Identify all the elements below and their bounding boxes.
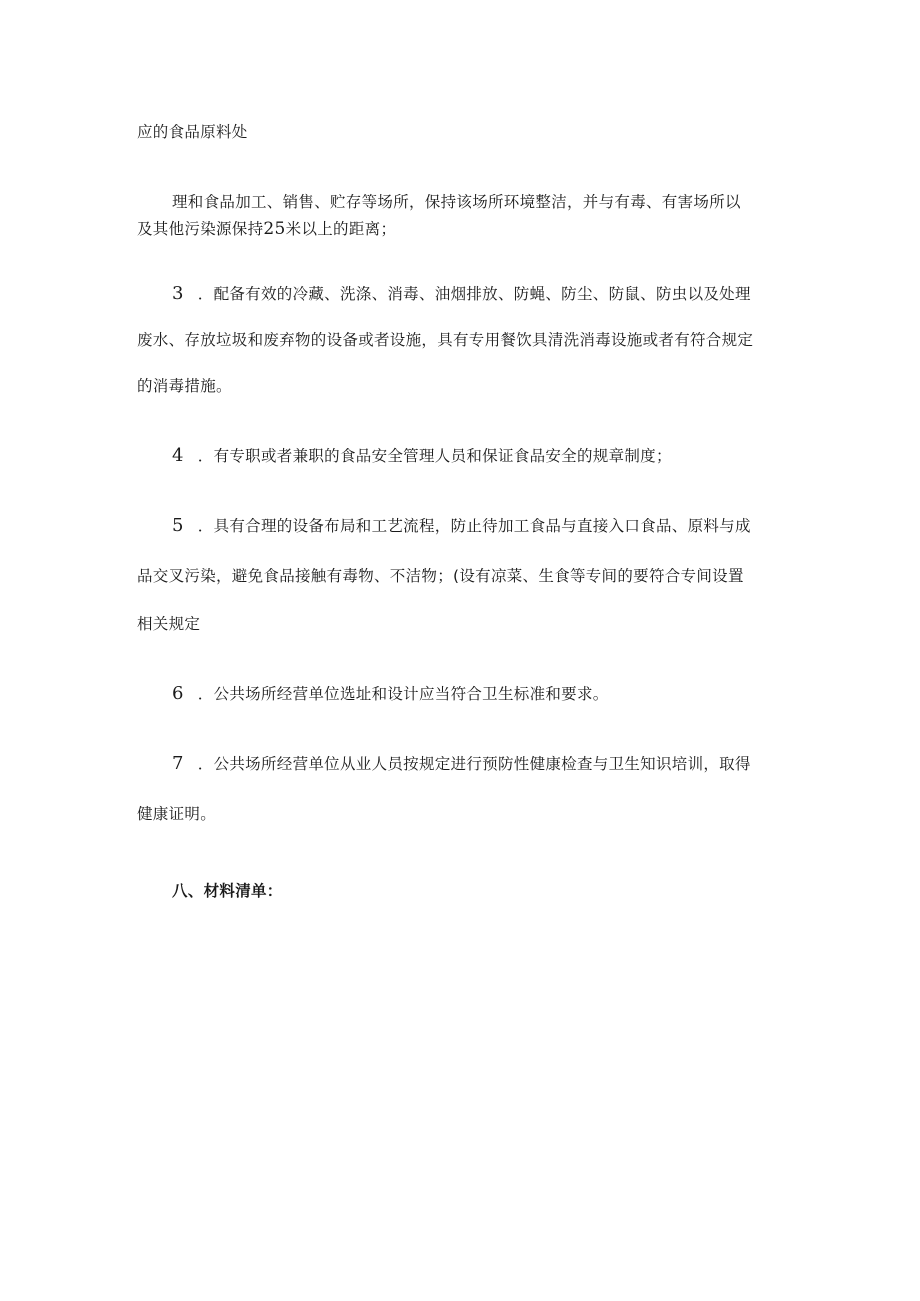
- item-4-line1: 4 ．有专职或者兼职的食品安全管理人员和保证食品安全的规章制度；: [172, 445, 672, 466]
- item-3-line3: 的消毒措施。: [137, 377, 232, 395]
- paragraph-continuation: 应的食品原料处: [137, 123, 248, 141]
- distance-value: 25: [263, 219, 286, 239]
- item-5-line3: 相关规定: [137, 615, 201, 633]
- item-4-number: 4: [172, 445, 184, 466]
- paragraph-premises-line2: 及其他污染源保持25米以上的距离；: [137, 219, 397, 239]
- paragraph-premises-line1: 理和食品加工、销售、贮存等场所，保持该场所环境整洁，并与有毒、有害场所以: [172, 193, 741, 211]
- item-5-line1: 5 ．具有合理的设备布局和工艺流程，防止待加工食品与直接入口食品、原料与成: [172, 515, 751, 536]
- item-5-number: 5: [172, 515, 184, 536]
- item-6-number: 6: [172, 683, 184, 704]
- item-7-line1: 7 ．公共场所经营单位从业人员按规定进行预防性健康检查与卫生知识培训，取得: [172, 753, 751, 774]
- section-heading-materials: 八、材料清单：: [172, 882, 283, 900]
- item-7-line2: 健康证明。: [137, 805, 217, 823]
- item-3-number: 3: [172, 283, 184, 304]
- item-3-line1: 3 ．配备有效的冷藏、洗涤、消毒、油烟排放、防蝇、防尘、防鼠、防虫以及处理: [172, 283, 751, 304]
- item-3-line2: 废水、存放垃圾和废弃物的设备或者设施，具有专用餐饮具清洗消毒设施或者有符合规定: [137, 331, 754, 349]
- item-7-number: 7: [172, 753, 184, 774]
- item-5-line2: 品交叉污染，避免食品接触有毒物、不洁物；(设有凉菜、生食等专间的要符合专间设置: [137, 567, 744, 585]
- item-6-line1: 6 ．公共场所经营单位选址和设计应当符合卫生标准和要求。: [172, 683, 609, 704]
